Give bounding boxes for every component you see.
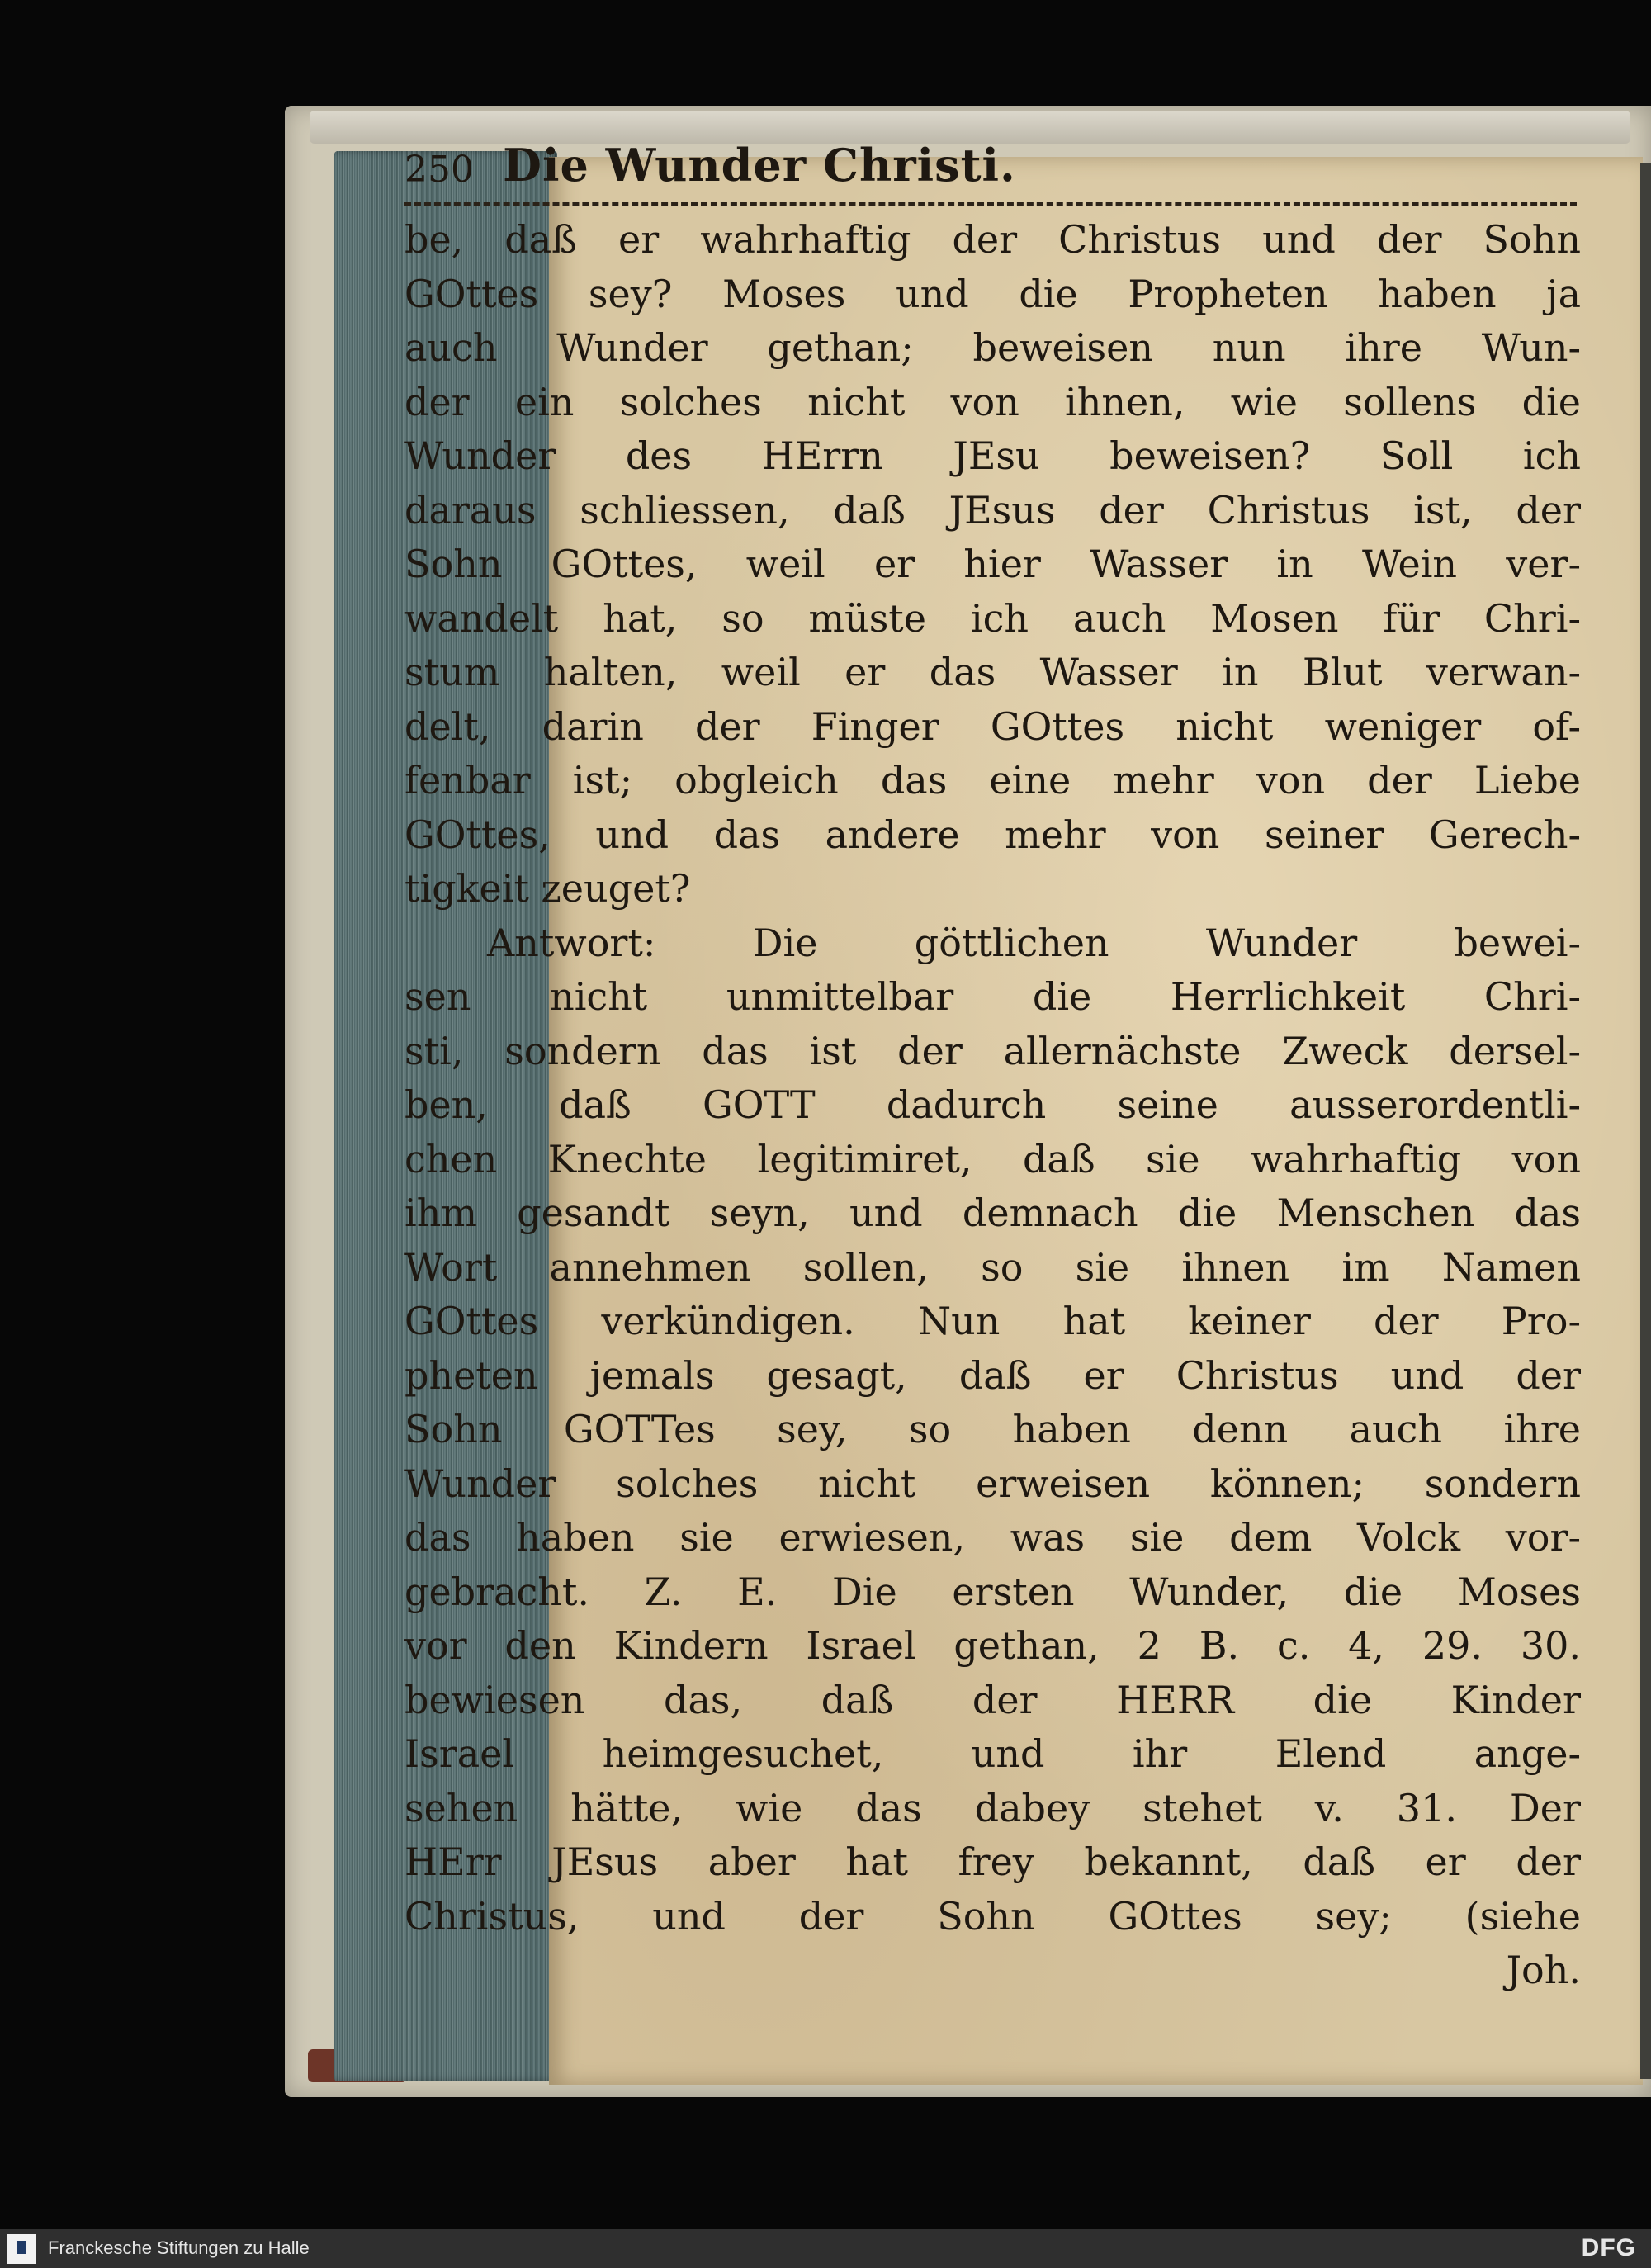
text-line: sehen hätte, wie das dabey stehet v. 31. Der bbox=[404, 1785, 1581, 1830]
text-line: fenbar ist; obgleich das eine mehr von der Liebe bbox=[404, 758, 1581, 803]
text-line: sen nicht unmittelbar die Herrlichkeit Chri- bbox=[404, 974, 1581, 1019]
text-line: GOttes sey? Moses und die Propheten haben ja bbox=[404, 271, 1581, 316]
body-text bbox=[404, 213, 1581, 1998]
text-line: Wort annehmen sollen, so sie ihnen im Namen bbox=[404, 1244, 1581, 1290]
text-line: tigkeit zeuget? bbox=[404, 866, 691, 911]
text-line: HErr JEsus aber hat frey bekannt, daß er der bbox=[404, 1839, 1581, 1884]
text-line: auch Wunder gethan; beweisen nun ihre Wun- bbox=[404, 325, 1581, 370]
text-line: bewiesen das, daß der HERR die Kinder bbox=[404, 1677, 1581, 1722]
answer-line: Antwort: Die göttlichen Wunder bewei- bbox=[487, 920, 1581, 965]
text-line: stum halten, weil er das Wasser in Blut verwan- bbox=[404, 650, 1581, 694]
text-line: be, daß er wahrhaftig der Christus und der Sohn bbox=[404, 217, 1581, 262]
text-line: GOttes, und das andere mehr von seiner Gerech- bbox=[404, 812, 1581, 857]
text-line: vor den Kindern Israel gethan, 2 B. c. 4, 29. 30. bbox=[404, 1623, 1581, 1668]
text-line: ben, daß GOTT dadurch seine ausserordentli- bbox=[404, 1082, 1581, 1127]
text-line: GOttes verkündigen. Nun hat keiner der Pro- bbox=[404, 1299, 1581, 1343]
dfg-logo: DFG bbox=[1581, 2234, 1636, 2261]
text-line: chen Knechte legitimiret, daß sie wahrhaftig von bbox=[404, 1136, 1581, 1181]
institution-logo-icon bbox=[7, 2234, 36, 2264]
text-line: wandelt hat, so müste ich auch Mosen für Chri- bbox=[404, 595, 1581, 641]
page-number: 250 bbox=[404, 149, 474, 191]
text-line: Wunder des HErrn JEsu beweisen? Soll ich bbox=[404, 433, 1581, 478]
footer-bar bbox=[0, 2229, 1651, 2268]
text-line: Sohn GOTTes sey, so haben denn auch ihre bbox=[404, 1407, 1581, 1451]
text-line: Israel heimgesuchet, und ihr Elend ange- bbox=[404, 1731, 1581, 1776]
text-line: sti, sondern das ist der allernächste Zweck dersel- bbox=[404, 1028, 1581, 1073]
text-line: gebracht. Z. E. Die ersten Wunder, die Moses bbox=[404, 1569, 1581, 1614]
text-line: ihm gesandt seyn, und demnach die Menschen das bbox=[404, 1191, 1581, 1235]
running-head: Die Wunder Christi. bbox=[503, 139, 1016, 192]
text-line: Wunder solches nicht erweisen können; sondern bbox=[404, 1461, 1581, 1506]
text-line: der ein solches nicht von ihnen, wie sollens die bbox=[404, 379, 1581, 424]
text-line: daraus schliessen, daß JEsus der Christus ist, der bbox=[404, 487, 1581, 533]
text-line: das haben sie erwiesen, was sie dem Volck vor- bbox=[404, 1515, 1581, 1560]
text-line: delt, darin der Finger GOttes nicht weniger of- bbox=[404, 703, 1581, 749]
text-line: Christus, und der Sohn GOttes sey; (siehe bbox=[404, 1893, 1581, 1939]
header-rule bbox=[404, 202, 1577, 206]
page-header bbox=[404, 139, 1577, 196]
text-line: pheten jemals gesagt, daß er Christus und der bbox=[404, 1352, 1581, 1398]
text-line: Sohn GOttes, weil er hier Wasser in Wein ver- bbox=[404, 542, 1581, 586]
institution-name: Franckesche Stiftungen zu Halle bbox=[48, 2237, 310, 2258]
catchword: Joh. bbox=[1506, 1948, 1581, 1992]
facing-page-edge bbox=[1640, 163, 1651, 2079]
